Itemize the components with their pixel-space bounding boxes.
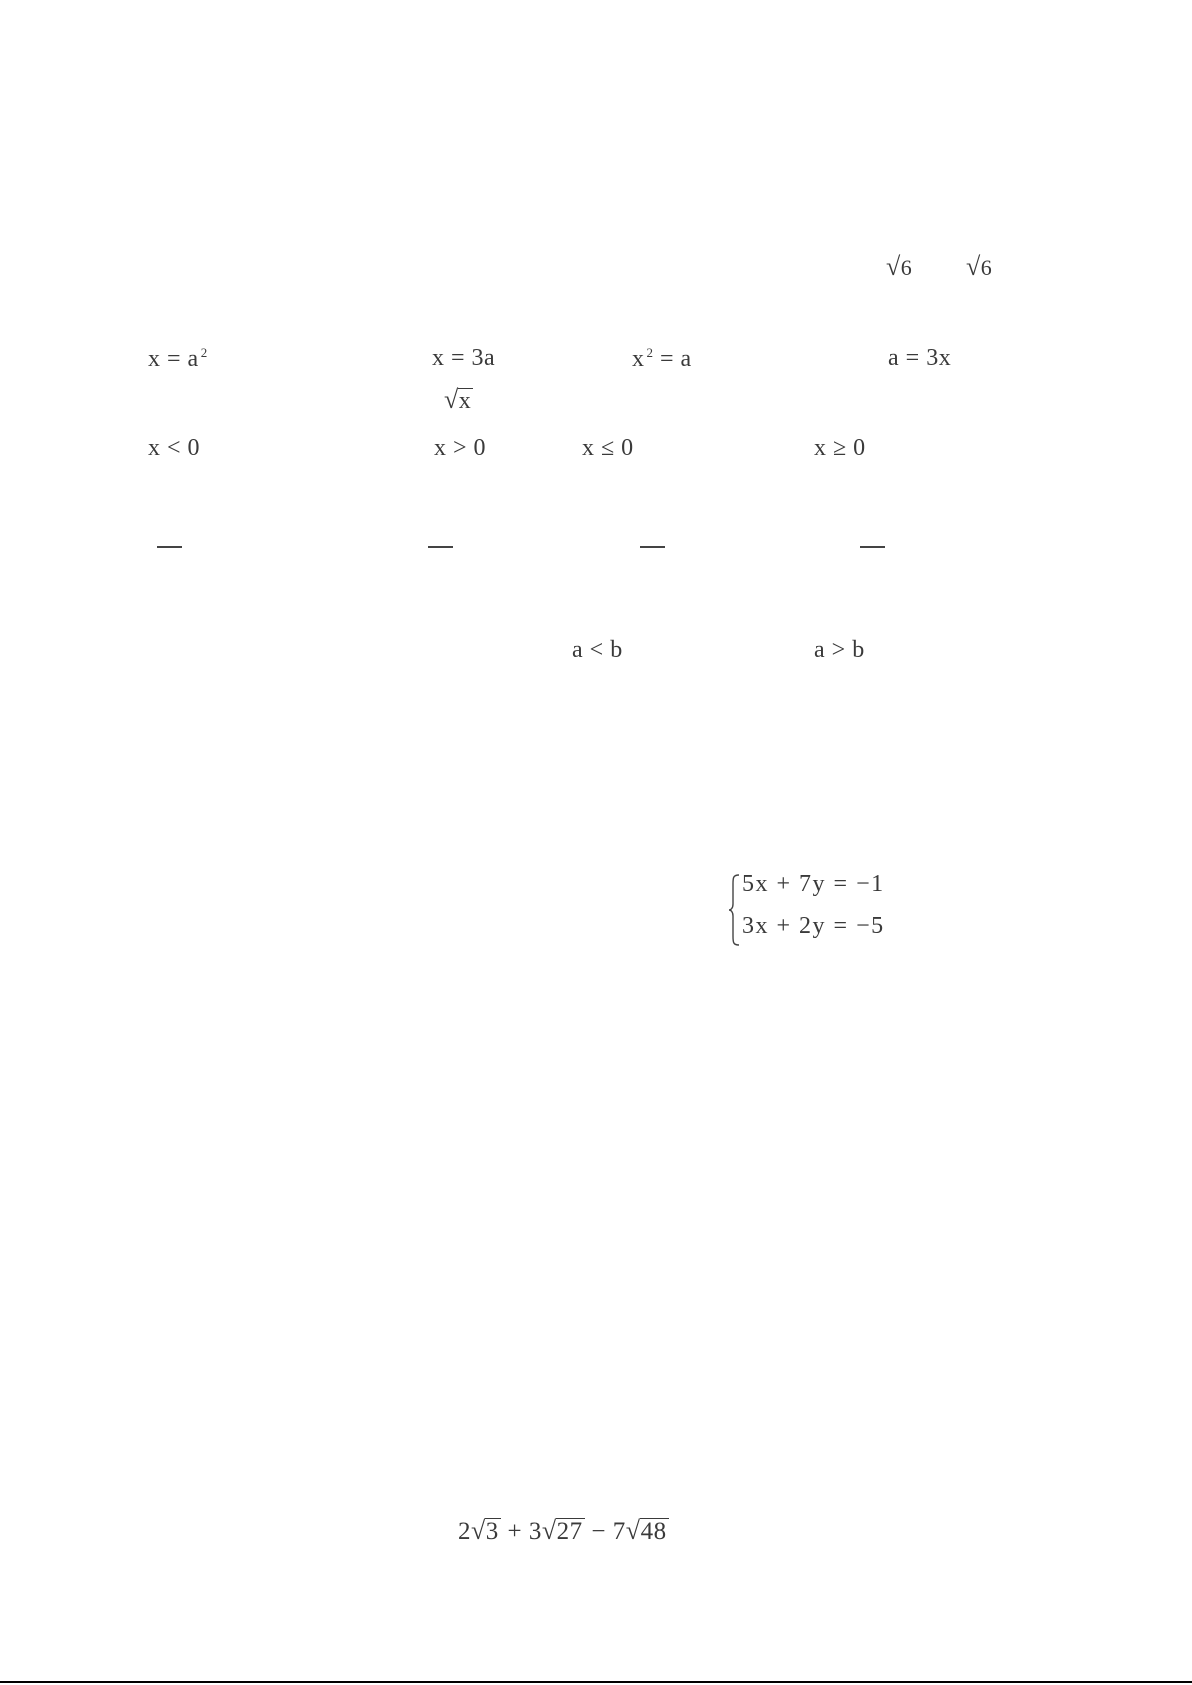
option-c-row2: x ≤ 0 bbox=[582, 435, 634, 461]
option-b-row1: x = 3a bbox=[432, 345, 496, 371]
option-d-row2: x ≥ 0 bbox=[814, 435, 866, 461]
option-b-row2: x > 0 bbox=[434, 435, 487, 461]
fraction-bar-a bbox=[157, 546, 182, 548]
radical-expression: 2√3 + 3√27 − 7√48 bbox=[458, 1516, 667, 1545]
equation-1: 5x + 7y = −1 bbox=[742, 871, 885, 897]
page-bottom-rule bbox=[0, 1681, 1192, 1683]
option-c-row4: a < b bbox=[572, 637, 623, 663]
left-brace bbox=[728, 874, 740, 946]
option-d-row1: a = 3x bbox=[888, 345, 952, 371]
fraction-bar-d bbox=[860, 546, 885, 548]
option-d-row4: a > b bbox=[814, 637, 865, 663]
fraction-bar-b bbox=[428, 546, 453, 548]
sqrt-six-a: √6 bbox=[886, 252, 913, 281]
option-a-row1: x = a $^2$ bbox=[148, 345, 208, 372]
fraction-bar-c bbox=[640, 546, 665, 548]
option-c-row1: x $^2$ = a bbox=[632, 345, 692, 372]
option-a-row2: x < 0 bbox=[148, 435, 201, 461]
equation-2: 3x + 2y = −5 bbox=[742, 913, 885, 939]
sqrt-x: √x bbox=[444, 385, 472, 414]
sqrt-six-b: √6 bbox=[966, 252, 993, 281]
